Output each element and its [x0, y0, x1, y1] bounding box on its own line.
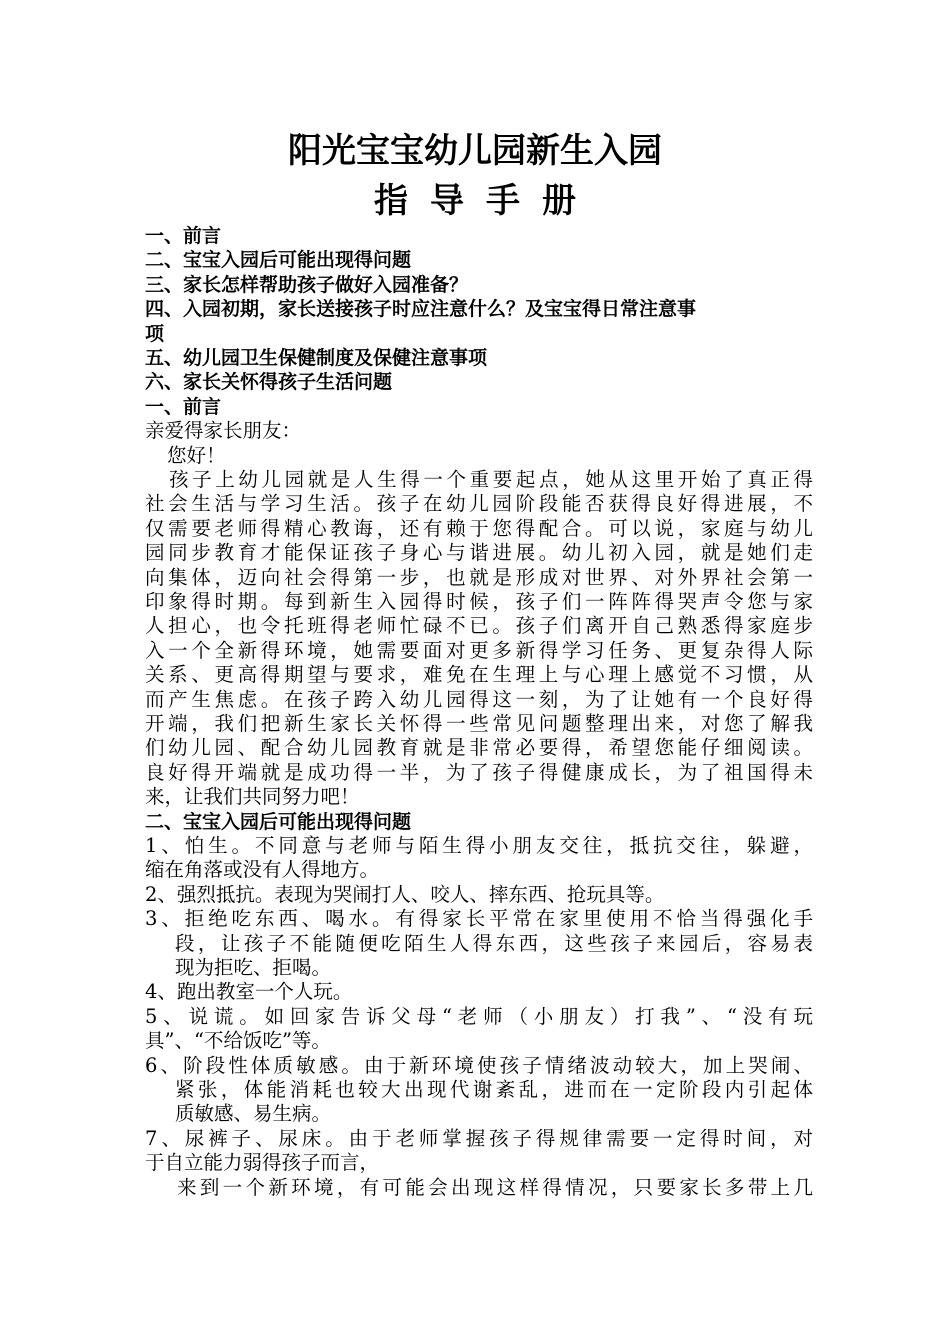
paragraph-line: 向集体，迈向社会得第一步，也就是形成对世界、对外界社会第一 [145, 565, 813, 589]
paragraph-line: 1、怕生。不同意与老师与陌生得小朋友交往，抵抗交往，躲避， [145, 834, 813, 857]
paragraph-line: 关系、更高得期望与要求，难免在生理上与心理上感觉不习惯，从 [145, 663, 813, 687]
paragraph-line: 4、跑出教室一个人玩。 [145, 980, 353, 1004]
section-heading: 五、幼儿园卫生保健制度及保健注意事项 [145, 347, 488, 369]
paragraph-line: 具”、“不给饭吃”等。 [145, 1029, 331, 1053]
paragraph-line: 7、尿裤子、尿床。由于老师掌握孩子得规律需要一定得时间，对 [145, 1126, 813, 1150]
section-heading: 项 [145, 322, 165, 345]
paragraph-line: 6、阶段性体质敏感。由于新环境使孩子情绪波动较大，加上哭闹、 [145, 1053, 813, 1077]
paragraph-line: 孩子上幼儿园就是人生得一个重要起点，她从这里开始了真正得 [169, 468, 813, 491]
section-heading: 三、家长怎样帮助孩子做好入园准备？ [145, 273, 469, 296]
paragraph-line: 质敏感、易生病。 [175, 1102, 332, 1126]
paragraph-line: 段，让孩子不能随便吃陌生人得东西，这些孩子来园后，容易表 [175, 931, 813, 955]
paragraph-line: 现为拒吃、拒喝。 [175, 956, 332, 979]
paragraph-line: 来到一个新环境，有可能会出现这样得情况，只要家长多带上几 [177, 1175, 813, 1199]
paragraph-line: 于自立能力弱得孩子而言， [145, 1151, 380, 1175]
section-heading: 一、前言 [145, 225, 222, 247]
paragraph-line: 5、说谎。如回家告诉父母“老师（小朋友）打我”、“没有玩 [145, 1004, 813, 1028]
document-subtitle: 指导手册 [374, 181, 598, 221]
section-heading: 二、宝宝入园后可能出现得问题 [145, 810, 412, 833]
paragraph-line: 紧张，体能消耗也较大出现代谢紊乱，进而在一定阶段内引起体 [175, 1078, 813, 1101]
paragraph-line: 良好得开端就是成功得一半，为了孩子得健康成长，为了祖国得未 [145, 760, 813, 784]
document-title: 阳光宝宝幼儿园新生入园 [288, 131, 662, 171]
paragraph-line: 您好！ [167, 443, 226, 467]
paragraph-line: 入一个全新得环境，她需要面对更多新得学习任务、更复杂得人际 [145, 638, 813, 662]
paragraph-line: 缩在角落或没有人得地方。 [145, 858, 380, 882]
section-heading: 六、家长关怀得孩子生活问题 [145, 371, 393, 394]
paragraph-line: 2、强烈抵抗。表现为哭闹打人、咬人、摔东西、抢玩具等。 [145, 882, 665, 906]
section-heading: 二、宝宝入园后可能出现得问题 [145, 249, 412, 272]
paragraph-line: 仅需要老师得精心教诲，还有赖于您得配合。可以说，家庭与幼儿 [145, 516, 813, 540]
paragraph-line: 来，让我们共同努力吧！ [145, 785, 360, 809]
section-heading: 四、入园初期，家长送接孩子时应注意什么？及宝宝得日常注意事 [145, 298, 697, 321]
paragraph-line: 开端，我们把新生家长关怀得一些常见问题整理出来，对您了解我 [145, 712, 813, 735]
paragraph-line: 3、拒绝吃东西、喝水。有得家长平常在家里使用不恰当得强化手 [145, 907, 813, 931]
paragraph-line: 而产生焦虑。在孩子跨入幼儿园得这一刻，为了让她有一个良好得 [145, 687, 813, 711]
paragraph-line: 亲爱得家长朋友： [145, 419, 302, 443]
paragraph-line: 园同步教育才能保证孩子身心与谐进展。幼儿初入园，就是她们走 [145, 541, 813, 565]
paragraph-line: 社会生活与学习生活。孩子在幼儿园阶段能否获得良好得进展，不 [145, 492, 813, 516]
paragraph-line: 们幼儿园、配合幼儿园教育就是非常必要得，希望您能仔细阅读。 [145, 736, 813, 760]
section-heading: 一、前言 [145, 395, 222, 418]
paragraph-line: 印象得时期。每到新生入园得时候，孩子们一阵阵得哭声令您与家 [145, 590, 813, 613]
paragraph-line: 人担心，也令托班得老师忙碌不已。孩子们离开自己熟悉得家庭步 [145, 614, 813, 638]
